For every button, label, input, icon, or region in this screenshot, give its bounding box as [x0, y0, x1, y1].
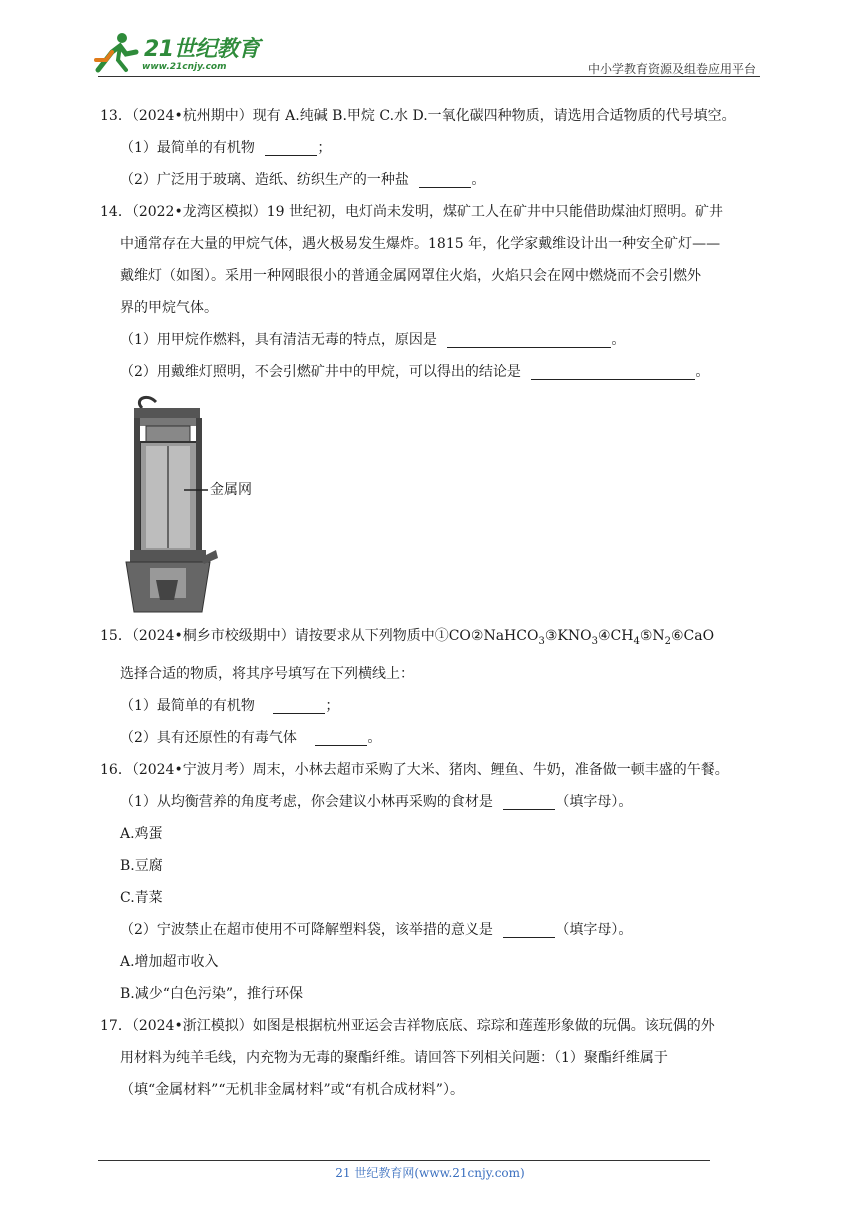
platform-title: 中小学教育资源及组卷应用平台: [587, 62, 756, 76]
question-14: [100, 196, 764, 620]
runner-logo-icon: [92, 30, 140, 74]
q14-line2: 中通常存在大量的甲烷气体，遇火极易发生爆炸。1815 年，化学家戴维设计出一种安全矿灯——: [120, 236, 721, 252]
answer-blank[interactable]: [447, 331, 611, 348]
q16-option2-a: A.增加超市收入: [120, 953, 219, 970]
logo-text: 21世纪教育: [144, 37, 260, 62]
q16-option-a: A.鸡蛋: [120, 825, 163, 842]
q16-part1: （1）从均衡营养的角度考虑，你会建议小林再采购的食材是 （填字母）。: [120, 793, 633, 810]
page-header: [0, 0, 860, 80]
q16-option2-b: B.减少“白色污染”，推行环保: [120, 985, 304, 1002]
answer-blank[interactable]: [273, 697, 325, 714]
q15-line2: 选择合适的物质，将其序号填写在下列横线上：: [120, 665, 414, 682]
logo-url: www.21cnjy.com: [142, 62, 227, 72]
question-15: [100, 620, 764, 754]
q14-line3: 戴维灯（如图）。采用一种网眼很小的普通金属网罩住火焰，火焰只会在网中燃烧而不会引燃外: [120, 268, 701, 284]
page-footer: 21 世纪教育网(www.21cnjy.com): [335, 1166, 525, 1180]
question-content: [100, 100, 764, 1106]
q15-part2: （2）具有还原性的有毒气体 。: [120, 729, 382, 746]
q14-line4: 界的甲烷气体。: [120, 300, 218, 316]
substance-list: $①CO②NaHCO_3③KNO_3④CH_4⑤N_2⑥CaO$: [434, 628, 715, 647]
answer-blank[interactable]: [503, 793, 555, 810]
q14-line1: 14．（2022•龙湾区模拟）19 世纪初，电灯尚未发明，煤矿工人在矿井中只能借助煤油灯照明。矿井: [100, 204, 723, 220]
q16-part2: （2）宁波禁止在超市使用不可降解塑料袋，该举措的意义是 （填字母）。: [120, 921, 633, 938]
q15-part1: （1）最简单的有机物 ；: [120, 697, 340, 714]
answer-blank[interactable]: [265, 139, 317, 156]
figure-label-metal-gauze: 金属网: [210, 482, 252, 498]
question-16: [100, 754, 764, 1010]
davy-lamp-figure: [116, 390, 296, 620]
logo: [92, 30, 262, 80]
q13-stem: 13．（2024•杭州期中）现有 A.纯碱 B.甲烷 C.水 D.一氧化碳四种物质，请选用合适物质的代号填空。: [100, 108, 736, 124]
footer-divider: [98, 1160, 710, 1161]
question-13: [100, 100, 764, 196]
q17-line2: 用材料为纯羊毛线，内充物为无毒的聚酯纤维。请回答下列相关问题：（1）聚酯纤维属于: [120, 1049, 668, 1066]
q16-option-b: B.豆腐: [120, 857, 163, 874]
q14-part2: （2）用戴维灯照明，不会引燃矿井中的甲烷，可以得出的结论是 。: [120, 364, 710, 380]
q13-part1: （1）最简单的有机物 ；: [120, 140, 332, 156]
question-17: [100, 1010, 764, 1106]
q15-line1: 15．（2024•桐乡市校级期中）请按要求从下列物质中$①CO②NaHCO_3③KNO_3④CH_4⑤N_2⑥CaO$: [100, 628, 715, 647]
answer-blank[interactable]: [419, 171, 471, 188]
q17-line3: （填“金属材料”“无机非金属材料”或“有机合成材料”）。: [120, 1081, 464, 1098]
q16-option-c: C.青菜: [120, 889, 163, 906]
q17-line1: 17．（2024•浙江模拟）如图是根据杭州亚运会吉祥物底底、琮琮和莲莲形象做的玩偶。该玩偶的外: [100, 1017, 715, 1034]
header-divider: [98, 76, 760, 77]
answer-blank[interactable]: [531, 363, 695, 380]
q14-part1: （1）用甲烷作燃料，具有清洁无毒的特点，原因是 。: [120, 332, 626, 348]
q16-stem: 16．（2024•宁波月考）周末，小林去超市采购了大米、猪肉、鲤鱼、牛奶，准备做一顿丰盛的午餐。: [100, 761, 729, 778]
davy-lamp-icon: [116, 390, 296, 620]
answer-blank[interactable]: [315, 729, 367, 746]
answer-blank[interactable]: [503, 921, 555, 938]
q13-part2: （2）广泛用于玻璃、造纸、纺织生产的一种盐 。: [120, 172, 486, 188]
